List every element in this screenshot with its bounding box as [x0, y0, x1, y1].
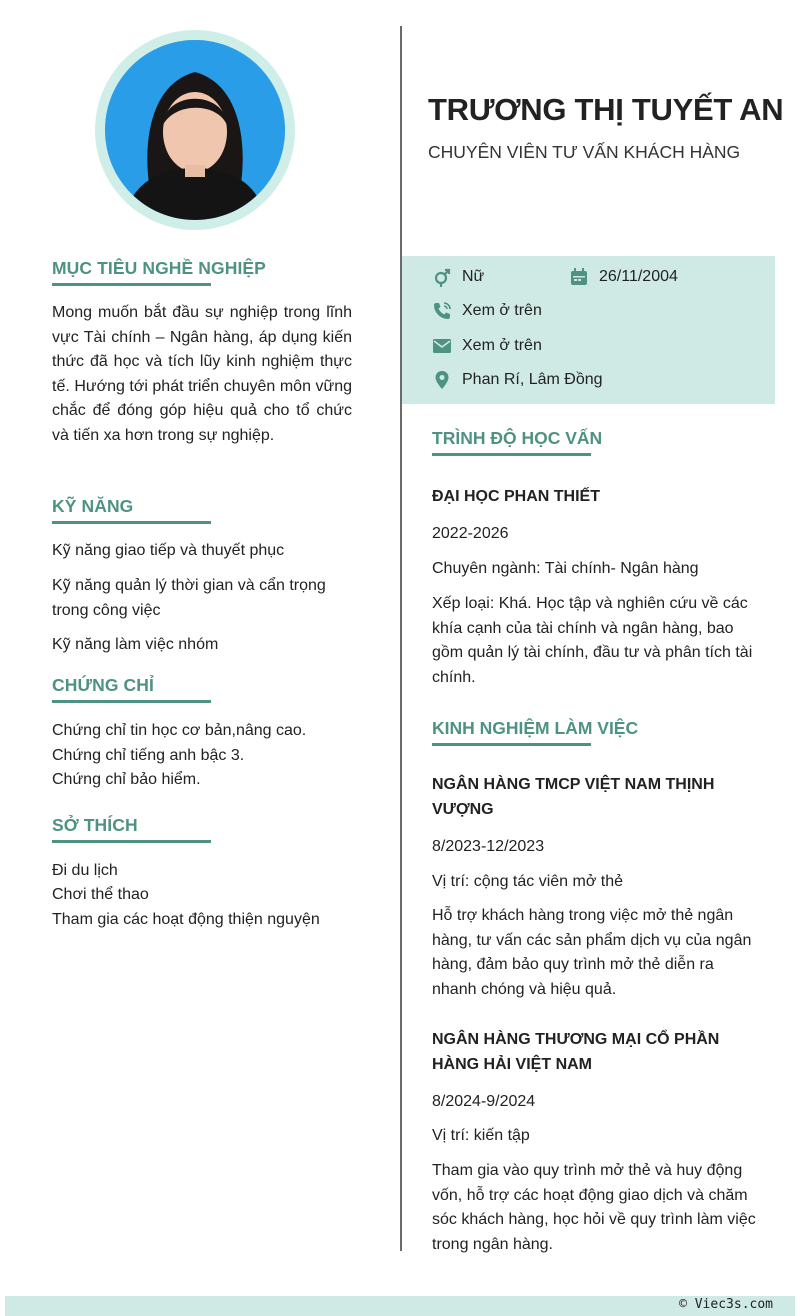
hobby-item: Chơi thể thao [52, 886, 149, 903]
education-underline [432, 453, 591, 456]
hobby-item: Đi du lịch [52, 862, 118, 879]
skills-title: KỸ NĂNG [52, 496, 134, 516]
email-row [432, 336, 542, 356]
location-pin-icon [432, 370, 452, 390]
phone-icon [432, 301, 452, 321]
education-title: TRÌNH ĐỘ HỌC VẤN [432, 428, 603, 448]
skills-underline [52, 521, 211, 524]
address-value: Phan Rí, Lâm Đồng [462, 371, 603, 388]
avatar [105, 40, 285, 220]
column-divider [400, 26, 402, 1251]
email-value[interactable]: Xem ở trên [462, 337, 542, 354]
job-position: Vị trí: cộng tác viên mở thẻ [432, 873, 624, 890]
candidate-role: CHUYÊN VIÊN TƯ VẤN KHÁCH HÀNG [428, 142, 741, 162]
job-company: NGÂN HÀNG TMCP VIỆT NAM THỊNH VƯỢNG [432, 776, 715, 818]
address-row [432, 370, 603, 390]
education-period: 2022-2026 [432, 525, 509, 542]
hobbies-underline [52, 840, 211, 843]
footer-credit[interactable]: © Viec3s.com [679, 1297, 773, 1312]
hobby-item: Tham gia các hoạt động thiện nguyện [52, 911, 320, 928]
job-description: Tham gia vào quy trình mở thẻ và huy động vốn, hỗ trợ các hoạt động giao dịch và chăm sóc khách hàng, học hỏi về quy trình làm việc trong ngân hàng. [432, 1162, 756, 1253]
certificate-item: Chứng chỉ tiếng anh bậc 3. [52, 747, 245, 764]
education-school: ĐẠI HỌC PHAN THIẾT [432, 488, 600, 505]
calendar-icon [569, 267, 589, 287]
experience-title: KINH NGHIỆM LÀM VIỆC [432, 718, 639, 738]
education-description: Xếp loại: Khá. Học tập và nghiên cứu về các khía cạnh của tài chính và ngân hàng, bao gồm quản lý tài chính, đầu tư và phân tích tài chính. [432, 595, 753, 686]
job-company: NGÂN HÀNG THƯƠNG MẠI CỔ PHẦN HÀNG HẢI VIỆT NAM [432, 1031, 720, 1073]
skill-item: Kỹ năng quản lý thời gian và cẩn trọng trong công việc [52, 577, 326, 619]
gender-icon [432, 267, 452, 287]
birthdate-row [569, 267, 678, 287]
objective-title: MỤC TIÊU NGHỀ NGHIỆP [52, 258, 266, 278]
certificates-title: CHỨNG CHỈ [52, 675, 154, 695]
job-description: Hỗ trợ khách hàng trong việc mở thẻ ngân hàng, tư vấn các sản phẩm dịch vụ của ngân hàng, đảm bảo quy trình mở thẻ diễn ra nhanh chóng và hiệu quả. [432, 907, 752, 998]
phone-row [432, 301, 542, 321]
job-position: Vị trí: kiến tập [432, 1127, 530, 1144]
objective-underline [52, 283, 211, 286]
skill-item: Kỹ năng làm việc nhóm [52, 636, 219, 653]
certificate-item: Chứng chỉ tin học cơ bản,nâng cao. [52, 722, 307, 739]
avatar-ring [95, 30, 295, 230]
email-icon [432, 336, 452, 356]
gender-value: Nữ [462, 268, 485, 285]
job-period: 8/2023-12/2023 [432, 838, 545, 855]
skill-item: Kỹ năng giao tiếp và thuyết phục [52, 542, 285, 559]
candidate-name: TRƯƠNG THỊ TUYẾT AN [428, 92, 784, 127]
contact-panel [402, 256, 775, 404]
hobbies-title: SỞ THÍCH [52, 815, 138, 835]
certificate-item: Chứng chỉ bảo hiểm. [52, 771, 201, 788]
footer-bar [5, 1296, 795, 1316]
phone-value[interactable]: Xem ở trên [462, 302, 542, 319]
objective-text: Mong muốn bắt đầu sự nghiệp trong lĩnh vực Tài chính – Ngân hàng, áp dụng kiến thức đã học và tích lũy kinh nghiệm thực tế. Hướng tới phát triển chuyên môn vững chắc để đóng góp hiệu quả cho tổ chức và tiến xa hơn trong sự nghiệp. [52, 304, 352, 444]
experience-underline [432, 743, 591, 746]
birthdate-value: 26/11/2004 [599, 268, 678, 285]
job-period: 8/2024-9/2024 [432, 1093, 536, 1110]
education-major: Chuyên ngành: Tài chính- Ngân hàng [432, 560, 699, 577]
gender-row [432, 267, 484, 287]
portrait-illustration [105, 40, 285, 220]
certificates-underline [52, 700, 211, 703]
